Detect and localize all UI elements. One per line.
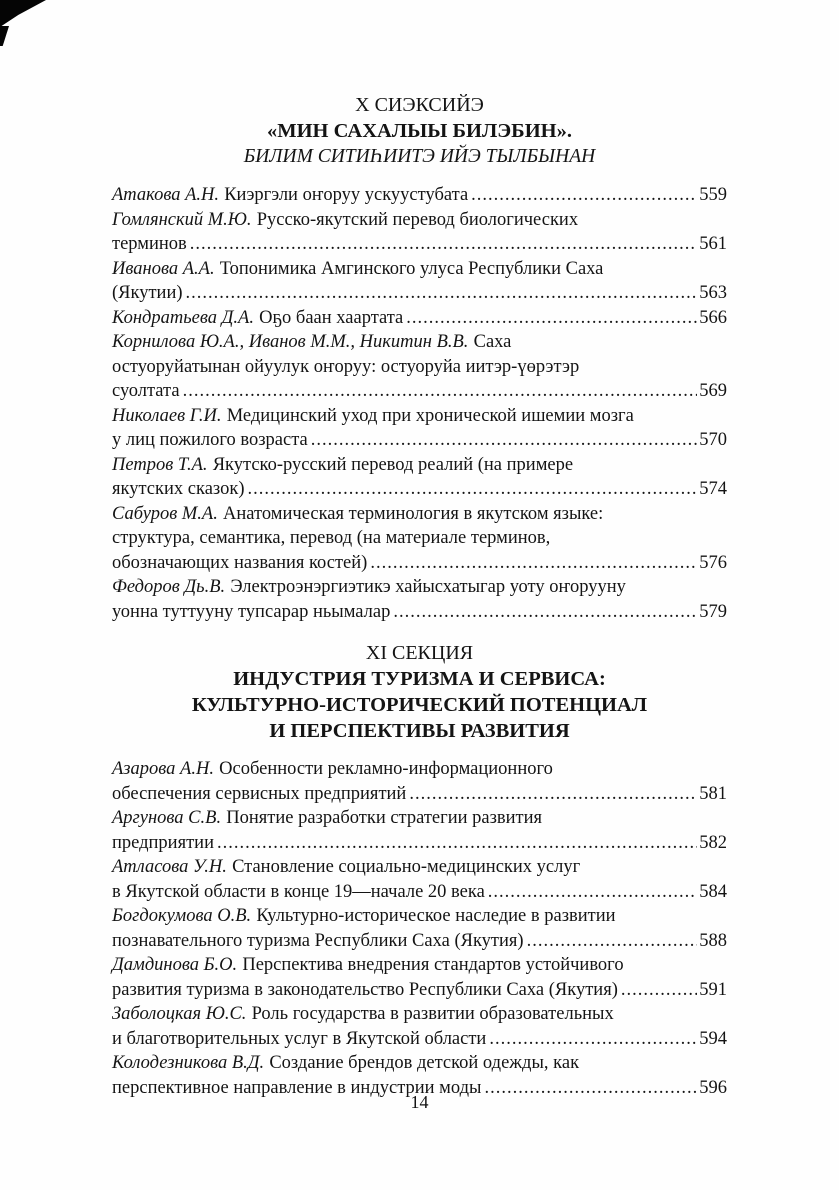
toc-entry [112, 855, 727, 904]
entry-text: структура, семантика, перевод (на материале терминов, [112, 528, 551, 548]
entry-line [112, 232, 727, 257]
entry-line [112, 855, 727, 880]
section-header [112, 640, 727, 744]
entry-text: и благотворительных услуг в Якутской области [112, 1028, 487, 1049]
section-header [112, 92, 727, 170]
toc-entry [112, 904, 727, 953]
entry-author: Федоров Дь.В. [112, 577, 226, 597]
entry-line [112, 551, 727, 576]
entry-page-number: 594 [699, 1028, 727, 1049]
entry-author: Колодезникова В.Д. [112, 1053, 265, 1073]
entry-line [112, 929, 727, 954]
entry-line [112, 306, 727, 331]
entry-text: обеспечения сервисных предприятий [112, 783, 407, 804]
entry-text: Перспектива внедрения стандартов устойчивого [242, 955, 624, 975]
entry-author: Кондратьева Д.А. [112, 307, 254, 328]
toc-entry [112, 330, 727, 404]
entry-text: предприятии [112, 832, 214, 853]
entry-text: Русско-якутский перевод биологических [256, 209, 579, 230]
entry-page-number: 582 [699, 832, 727, 853]
entry-text: Якутско-русский перевод реалий (на примере [212, 454, 574, 475]
dot-leader [621, 978, 697, 1003]
entry-author: Азарова А.Н. [112, 759, 214, 779]
entry-text: Топонимика Амгинского улуса Республики Саха [219, 258, 604, 279]
entry-author: Сабуров М.А. [112, 503, 218, 524]
section-title-line: «МИН САХАЛЫЫ БИЛЭБИН». [267, 120, 572, 142]
toc-section [112, 640, 727, 1100]
entry-text: Понятие разработки стратегии развития [226, 808, 543, 828]
toc-entry [112, 1002, 727, 1051]
entry-author: Петров Т.А. [112, 454, 208, 475]
section-title-line: ИНДУСТРИЯ ТУРИЗМА И СЕРВИСА: [233, 668, 606, 690]
entry-page-number: 566 [699, 307, 727, 328]
toc-body [112, 92, 727, 1100]
dot-leader [311, 428, 698, 453]
entry-text: уонна туттууну тупсарар ньымалар [112, 601, 391, 622]
entry-line [112, 379, 727, 404]
entry-text: Электроэнэргиэтикэ хайысхатыгар уоту оҥорууну [230, 577, 626, 597]
entry-page-number: 581 [699, 783, 727, 804]
toc-entry [112, 575, 727, 624]
entry-list [112, 757, 727, 1100]
entry-text: (Якутии) [112, 283, 183, 303]
toc-entry [112, 453, 727, 502]
entry-list [112, 183, 727, 624]
entry-line [112, 953, 727, 978]
entry-page-number: 570 [699, 430, 727, 450]
entry-line [112, 600, 727, 625]
entry-line [112, 453, 727, 478]
toc-entry [112, 183, 727, 208]
dot-leader [393, 600, 697, 625]
toc-entry [112, 257, 727, 306]
entry-page-number: 561 [699, 234, 727, 254]
dot-leader [409, 782, 697, 807]
toc-entry [112, 404, 727, 453]
dot-leader [489, 1027, 697, 1052]
entry-page-number: 576 [699, 552, 727, 573]
scan-artifact-edge [0, 26, 9, 46]
entry-line [112, 355, 727, 380]
entry-line [112, 1051, 727, 1076]
entry-line [112, 330, 727, 355]
entry-author: Заболоцкая Ю.С. [112, 1004, 247, 1024]
entry-page-number: 588 [699, 930, 727, 951]
entry-page-number: 563 [699, 283, 727, 303]
dot-leader [471, 183, 697, 208]
toc-entry [112, 502, 727, 576]
page-number: 14 [410, 1092, 429, 1112]
toc-section [112, 92, 727, 624]
entry-line [112, 208, 727, 233]
entry-text: Оҕо баан хаартата [259, 307, 404, 328]
entry-line [112, 1027, 727, 1052]
entry-text: обозначающих названия костей) [112, 552, 368, 573]
entry-line [112, 477, 727, 502]
toc-entry [112, 306, 727, 331]
dot-leader [406, 306, 697, 331]
entry-text: Медицинский уход при хронической ишемии мозга [226, 405, 634, 426]
dot-leader [248, 477, 698, 502]
entry-line [112, 257, 727, 282]
entry-page-number: 584 [699, 881, 727, 902]
dot-leader [527, 929, 698, 954]
entry-author: Атласова У.Н. [112, 857, 227, 877]
entry-page-number: 574 [699, 479, 727, 499]
entry-line [112, 757, 727, 782]
entry-text: Киэргэли оҥоруу ускуустубата [224, 185, 469, 205]
entry-line [112, 880, 727, 905]
entry-line [112, 806, 727, 831]
toc-entry [112, 806, 727, 855]
entry-line [112, 978, 727, 1003]
entry-page-number: 591 [699, 979, 727, 1000]
entry-line [112, 428, 727, 453]
section-kicker: X СИЭКСИЙЭ [355, 94, 484, 116]
entry-line [112, 782, 727, 807]
entry-author: Дамдинова Б.О. [112, 955, 238, 975]
entry-text: остуоруйатынан ойуулук оҥоруу: остуоруйа иитэр-үөрэтэр [112, 356, 580, 377]
section-title-line: БИЛИМ СИТИҺИИТЭ ИЙЭ ТЫЛБЫНАН [243, 146, 596, 167]
dot-leader [183, 379, 698, 404]
entry-line [112, 183, 727, 208]
entry-line [112, 904, 727, 929]
entry-text: познавательного туризма Республики Саха (Якутия) [112, 930, 524, 951]
entry-text: у лиц пожилого возраста [112, 430, 308, 450]
section-title-line: КУЛЬТУРНО-ИСТОРИЧЕСКИЙ ПОТЕНЦИАЛ [191, 694, 648, 716]
page-footer [0, 1092, 839, 1113]
entry-author: Корнилова Ю.А., Иванов М.М., Никитин В.В. [112, 332, 469, 352]
dot-leader [217, 831, 697, 856]
entry-text: развития туризма в законодательство Республики Саха (Якутия) [112, 979, 618, 1000]
entry-author: Атакова А.Н. [112, 185, 220, 205]
entry-line [112, 831, 727, 856]
dot-leader [370, 551, 697, 576]
entry-author: Аргунова С.В. [112, 808, 222, 828]
entry-author: Гомлянский М.Ю. [112, 209, 252, 230]
section-title-line: И ПЕРСПЕКТИВЫ РАЗВИТИЯ [269, 720, 570, 742]
entry-text: Саха [473, 332, 512, 352]
section-kicker: XI СЕКЦИЯ [365, 642, 474, 664]
entry-author: Богдокумова О.В. [112, 906, 252, 926]
entry-text: терминов [112, 234, 187, 254]
entry-page-number: 579 [699, 601, 727, 622]
entry-line [112, 502, 727, 527]
entry-page-number: 559 [699, 185, 727, 205]
toc-entry [112, 953, 727, 1002]
entry-text: Анатомическая терминология в якутском языке: [223, 503, 604, 524]
entry-text: суолтата [112, 381, 180, 401]
entry-text: Роль государства в развитии образовательных [251, 1004, 614, 1024]
entry-text: Становление социально-медицинских услуг [232, 857, 581, 877]
entry-line [112, 1002, 727, 1027]
entry-page-number: 569 [699, 381, 727, 401]
dot-leader [190, 232, 697, 257]
entry-line [112, 404, 727, 429]
entry-text: якутских сказок) [112, 479, 245, 499]
entry-page-number: 596 [699, 1077, 727, 1098]
dot-leader [186, 281, 698, 306]
entry-author: Иванова А.А. [112, 258, 215, 279]
entry-line [112, 575, 727, 600]
entry-text: в Якутской области в конце 19—начале 20 века [112, 881, 485, 902]
dot-leader [488, 880, 697, 905]
entry-author: Николаев Г.И. [112, 405, 222, 426]
scan-artifact-corner [0, 0, 46, 27]
toc-entry [112, 757, 727, 806]
entry-text: Особенности рекламно-информационного [219, 759, 553, 779]
entry-line [112, 526, 727, 551]
entry-text: Создание брендов детской одежды, как [269, 1053, 580, 1073]
entry-text: Культурно-историческое наследие в развитии [256, 906, 616, 926]
toc-entry [112, 208, 727, 257]
entry-line [112, 281, 727, 306]
entry-text: перспективное направление в индустрии моды [112, 1077, 482, 1098]
